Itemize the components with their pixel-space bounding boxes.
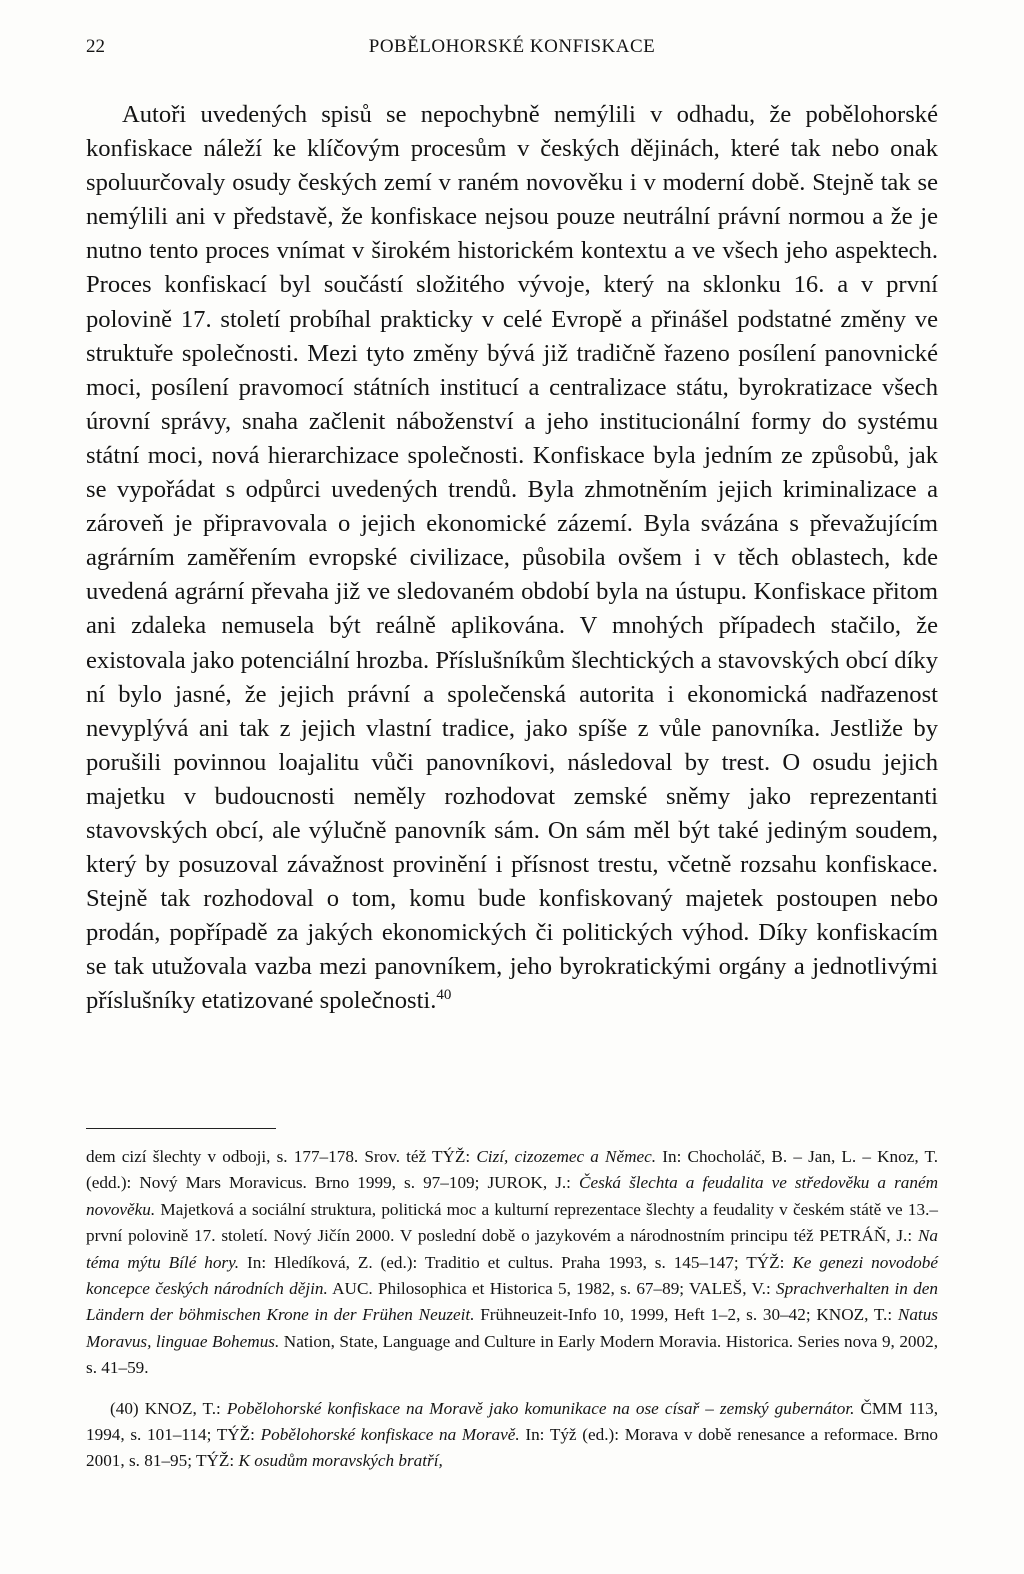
footnote-continued: dem cizí šlechty v odboji, s. 177–178. Srov. též TÝŽ: Cizí, cizozemec a Němec. In: Chocholáč, B. – Jan, L. – Knoz, T. (edd.): Nový Mars Moravicus. Brno 1999, s. 97–109; JUROK, J.: Česká šlechta a feudalita ve středověku a raném novověku. Majetková a sociální struktura, politická moc a kulturní reprezentace šlechty a feudality v českém státě ve 13.– první polovině 17. století. Nový Jičín 2000. V poslední době o jazykovém a národnostním principu též PETRÁŇ, J.: Na téma mýtu Bílé hory. In: Hledíková, Z. (ed.): Traditio et cultus. Praha 1993, s. 145–147; TÝŽ: Ke genezi novodobé koncepce českých národních dějin. AUC. Philosophica et Historica 5, 1982, s. 67–89; VALEŠ, V.: Sprachverhalten in den Ländern der böhmischen Krone in der Frühen Neuzeit. Frühneuzeit-Info 10, 1999, Heft 1–2, s. 30–42; KNOZ, T.: Natus Moravus, linguae Bohemus. Nation, State, Language and Culture in Early Modern Moravia. Historica. Series nova 9, 2002, s. 41–59. <box>86 1147 939 1378</box>
main-text <box>86 98 938 1019</box>
body-paragraph: Autoři uvedených spisů se nepochybně nemýlili v odhadu, že pobělohorské konfiskace náleží ke klíčovým procesům v českých dějinách, které tak nebo onak spoluurčovaly osudy českých zemí v raném novověku i v moderní době. Stejně tak se nemýlili ani v představě, že konfiskace nejsou pouze neutrální právní normou a že je nutno tento proces vnímat v širokém historickém kontextu a ve všech jeho aspektech. Proces konfiskací byl součástí složitého vývoje, který na sklonku 16. a v první polovině 17. století probíhal prakticky v celé Evropě a přinášel podstatné změny ve struktuře společnosti. Mezi tyto změny bývá již tradičně řazeno posílení panovnické moci, posílení pravomocí státních institucí a centralizace státu, byrokratizace všech úrovní správy, snaha začlenit náboženství a jeho institucionální formy do systému státní moci, nová hierarchizace společnosti. Konfiskace byla jedním ze způsobů, jak se vypořádat s odpůrci uvedených trendů. Byla zhmotněním jejich kriminalizace a zároveň je připravovala o jejich ekonomické zázemí. Byla svázána s převažujícím agrárním zaměřením evropské civilizace, působila ovšem i v těch oblastech, kde uvedená agrární převaha již ve sledovaném období byla na ústupu. Konfiskace přitom ani zdaleka nemusela být reálně aplikována. V mnohých případech stačilo, že existovala jako potenciální hrozba. Příslušníkům šlechtických a stavovských obcí díky ní bylo jasné, že jejich právní a společenská autorita i ekonomická nadřazenost nevyplývá ani tak z jejich vlastní tradice, jako spíše z vůle panovníka. Jestliže by porušili povinnou loajalitu vůči panovníkovi, následoval by trest. O osudu jejich majetku v budoucnosti neměly rozhodovat zemské sněmy jako reprezentanti stavovských obcí, ale výlučně panovník sám. On sám měl být také jediným soudem, který by posuzoval závažnost provinění i přísnost trestu, včetně rozsahu konfiskace. Stejně tak rozhodoval o tom, komu bude konfiskovaný majetek postoupen nebo prodán, popřípadě za jakých ekonomických či politických výhod. Díky konfiskacím se tak utužovala vazba mezi panovníkem, jeho byrokratickými orgány a jednotlivými příslušníky etatizované společnosti.$^{40}$ <box>86 101 938 1015</box>
page-header <box>86 36 938 66</box>
footnotes <box>86 1144 938 1475</box>
footnote-40-number: (40) <box>110 1398 139 1418</box>
footnote-40: (40) KNOZ, T.: Pobělohorské konfiskace na Moravě jako komunikace na ose císař – zemský gubernátor. ČMM 113, 1994, s. 101–114; TÝŽ: Pobělohorské konfiskace na Moravě. In: Týž (ed.): Morava v době renesance a reformace. Brno 2001, s. 81–95; TÝŽ: K osudům moravských bratří, <box>86 1398 939 1471</box>
footnote-reference[interactable]: 40 <box>436 987 452 1004</box>
running-title: POBĚLOHORSKÉ KONFISKACE <box>368 36 656 57</box>
page-number: 22 <box>86 36 105 57</box>
footnote-separator <box>86 1128 276 1129</box>
